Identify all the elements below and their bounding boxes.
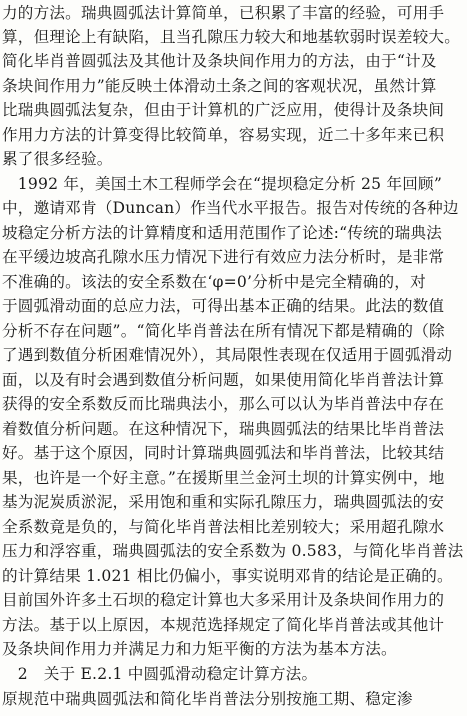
- text-line: 在平缓边坡高孔隙水压力情况下进行有效应力法分析时，是非常: [2, 248, 445, 266]
- text-line: 了遇到数值分析困难情况外），其局限性表现在仅适用于圆弧滑动: [2, 346, 453, 364]
- text-line: 基为泥炭质淤泥，采用饱和重和实际孔隙压力，瑞典圆弧法的安: [2, 493, 445, 511]
- text-line: 不准确的。该法的安全系数在‘φ=0’分析中是完全精确的，对: [2, 273, 426, 291]
- text-line: 1992 年，美国土木工程师学会在“提坝稳定分析 25 年回顾”: [2, 175, 443, 193]
- text-line: 力的方法。瑞典圆弧法计算简单，已积累了丰富的经验，可用手: [2, 4, 445, 22]
- text-line: 方法。基于以上原因，本规范选择规定了简化毕肖普法或其他计: [2, 616, 445, 634]
- text-line: 中，邀请邓肯（Duncan）作当代水平报告。报告对传统的各种边: [2, 199, 459, 217]
- text-line: 着数值分析问题。在这种情况下，瑞典圆弧法的结果比毕肖普法: [2, 420, 445, 438]
- text-line: 比瑞典圆弧法复杂，但由于计算机的广泛应用，使得计及条块间: [2, 101, 445, 119]
- text-line: 的计算结果 1.021 相比仍偏小，事实说明邓肯的结论是正确的。: [2, 567, 453, 585]
- text-line: 好。基于这个原因，同时计算瑞典圆弧法和毕肖普法，比较其结: [2, 444, 445, 462]
- text-line: 目前国外许多土石坝的稳定计算也大多采用计及条块间作用力的: [2, 591, 445, 609]
- text-line: 作用力方法的计算变得比较简单，容易实现，近二十多年来已积: [2, 126, 445, 144]
- text-line: 简化毕肖普圆弧法及其他计及条块间作用力的方法，由于“计及: [2, 52, 437, 70]
- text-line: 面，以及有时会遇到数值分析问题，如果使用简化毕肖普法计算: [2, 371, 445, 389]
- text-line: 获得的安全系数反而比瑞典法小，那么可以认为毕肖普法中存在: [2, 395, 445, 413]
- text-line: 压力和浮容重，瑞典圆弧法的安全系数为 0.583，与简化毕肖普法: [2, 542, 464, 560]
- text-line: 于圆弧滑动面的总应力法，可得出基本正确的结果。此法的数值: [2, 297, 445, 315]
- text-line: 算，但理论上有缺陷，且当孔隙压力较大和地基软弱时误差较大。: [2, 28, 461, 46]
- text-line: 果，也许是一个好主意。”在援斯里兰金河土坝的计算实例中，地: [2, 469, 445, 487]
- text-line: 坡稳定分析方法的计算精度和适用范围作了论述:“传统的瑞典法: [2, 224, 443, 242]
- text-line: 全系数竟是负的，与简化毕肖普法相比差别较大；采用超孔隙水: [2, 518, 445, 536]
- text-line: 分析不存在问题”。“简化毕肖普法在所有情况下都是精确的（除: [2, 322, 445, 340]
- text-line: 及条块间作用力并满足力和力矩平衡的方法为基本方法。: [2, 640, 397, 658]
- text-line: 条块间作用力”能反映土体滑动土条之间的客观状况，虽然计算: [2, 77, 437, 95]
- section-heading: 2 关于 E.2.1 中圆弧滑动稳定计算方法。: [2, 665, 318, 683]
- text-line: 原规范中瑞典圆弧法和简化毕肖普法分别按施工期、稳定渗: [2, 690, 413, 708]
- text-line: 累了很多经验。: [2, 150, 113, 168]
